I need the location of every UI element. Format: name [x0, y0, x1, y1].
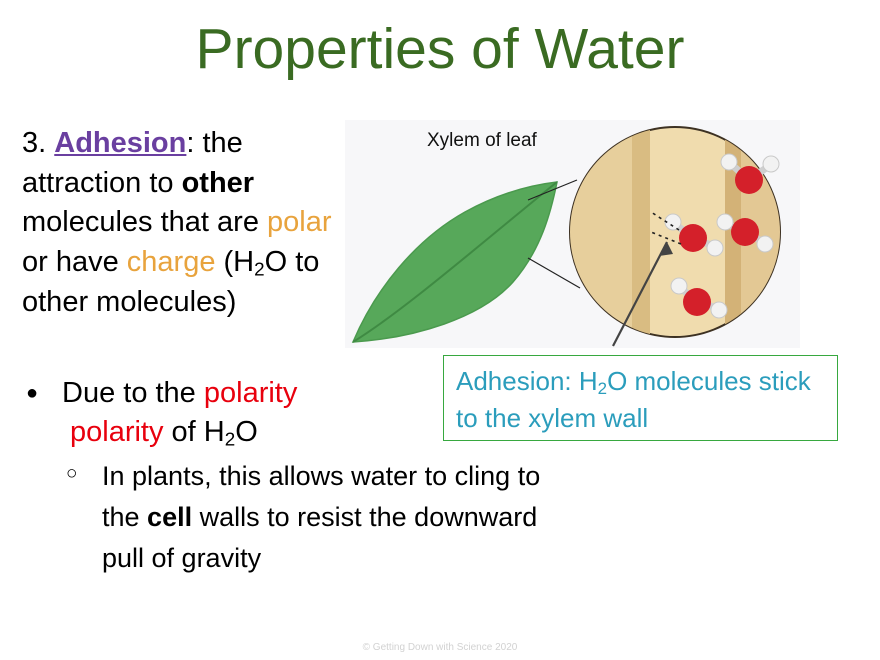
bullet-3-bold-cell: cell — [147, 502, 193, 533]
bullet-level-2-text — [62, 374, 422, 413]
page-title: Properties of Water — [195, 17, 685, 81]
slide-footer-credit: © Getting Down with Science 2020 — [362, 642, 518, 653]
bullet-level-3 — [60, 456, 560, 579]
adhesion-callout — [443, 355, 838, 441]
bullet-level-3-text — [102, 456, 560, 579]
bullet-level-2-text-line2 — [70, 413, 422, 452]
bullet-2-polarity: polarity — [203, 377, 298, 409]
point-3-mid1: molecules that are — [22, 206, 268, 239]
bullet-2-sub: 2 — [224, 428, 236, 450]
point-3-charge: charge — [126, 246, 216, 279]
bullet-2-text-b: of H — [163, 416, 225, 449]
figure-label: Xylem of leaf — [427, 130, 537, 151]
point-3-number: 3. — [22, 127, 55, 159]
bullet-3-text-b: walls to resist the downward pull of gravity — [102, 502, 538, 574]
callout-text-b: O molecules stick to the xylem wall — [456, 366, 811, 433]
xylem-diagram-svg — [345, 120, 800, 348]
bullet-2-text-c: O — [235, 416, 258, 449]
xylem-figure — [345, 120, 800, 348]
point-3-tail-a: (H — [215, 246, 255, 279]
callout-text-a: Adhesion: H — [456, 366, 598, 396]
xylem-zoom-circle — [570, 120, 800, 348]
point-3-tail-sub: 2 — [254, 258, 265, 280]
bullet-2-polarity-line: polarity — [70, 416, 164, 449]
callout-sub: 2 — [597, 379, 608, 399]
point-3-text — [22, 124, 352, 323]
bullet-3-text-a: In plants, this allows water to cling to the — [102, 461, 541, 533]
leaf-shape — [353, 182, 557, 342]
adhesion-term: Adhesion — [54, 127, 187, 159]
bullet-level-2 — [22, 374, 422, 452]
point-3-tail-b: O to other molecules) — [22, 246, 320, 318]
point-3-polar: polar — [267, 206, 332, 239]
bullet-2-text-a: Due to the — [62, 377, 204, 409]
point-3-bold-other: other — [181, 166, 255, 199]
point-3-after-term: : the attraction to — [22, 127, 243, 199]
bullet-marker-hollow: ○ — [66, 463, 78, 484]
bullet-marker-filled: ● — [26, 382, 39, 404]
point-3-mid2: or have — [22, 246, 127, 279]
